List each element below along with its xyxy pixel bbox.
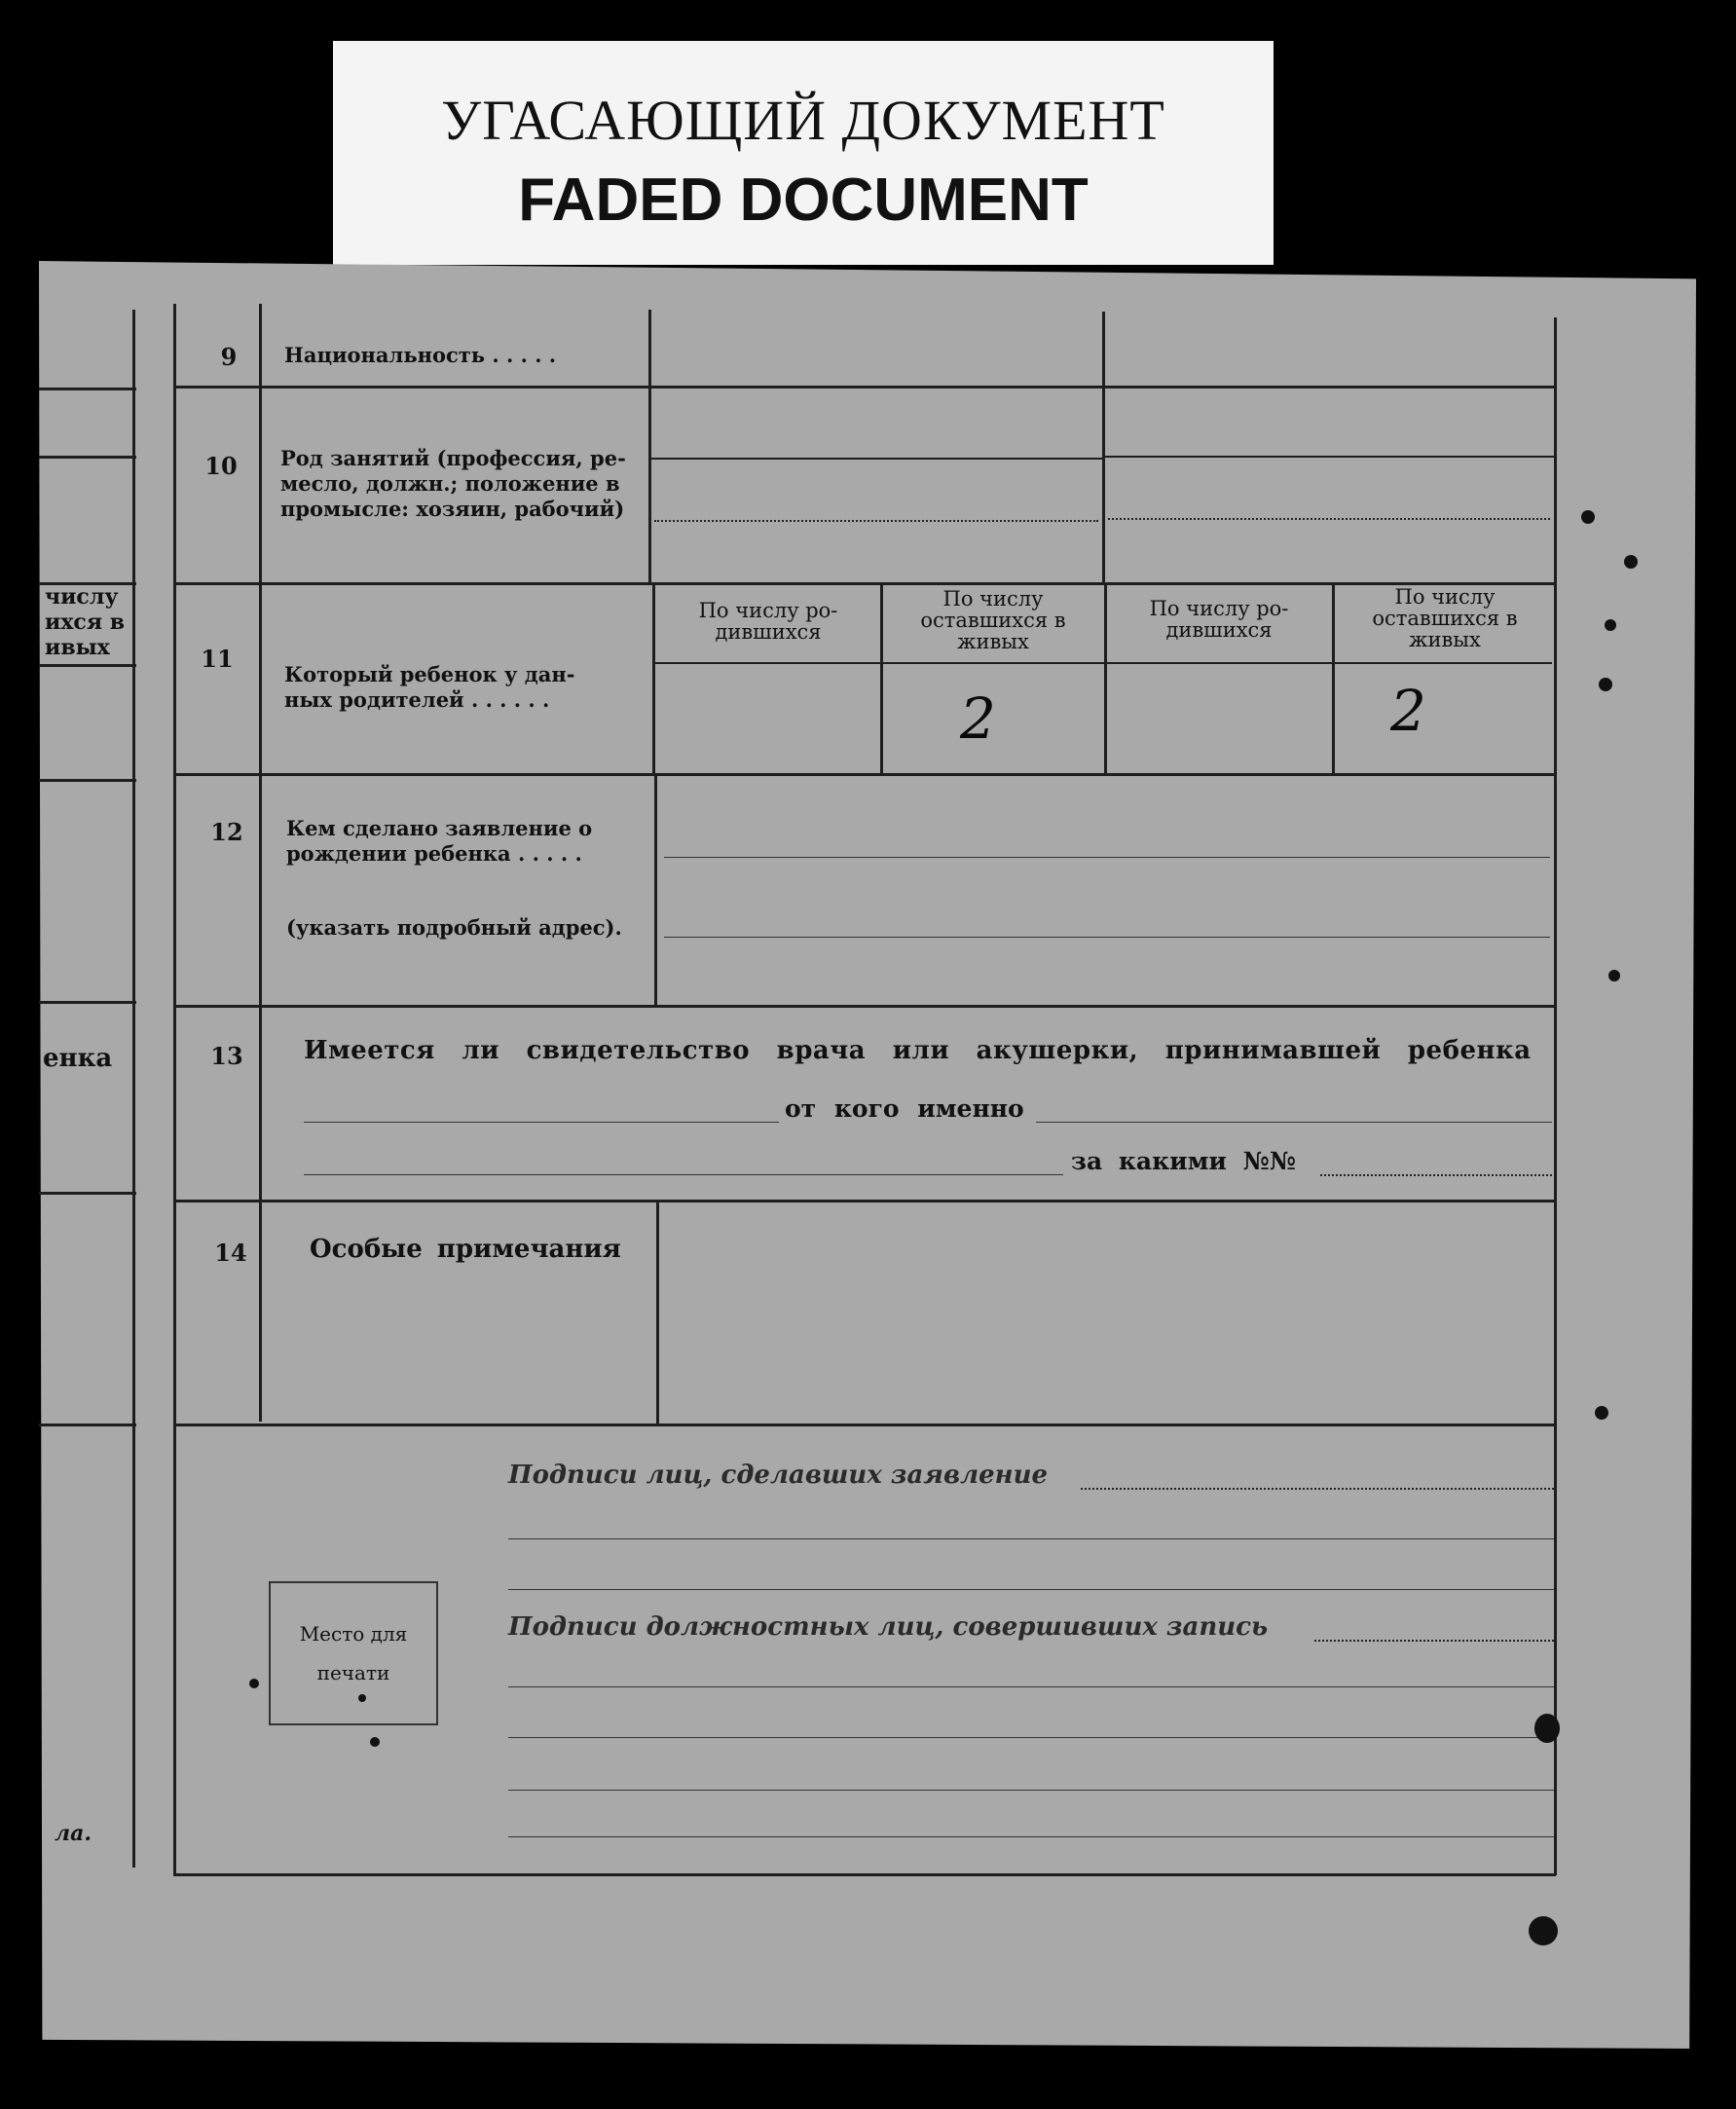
signature-line bbox=[508, 1790, 1554, 1791]
signature-line bbox=[508, 1589, 1554, 1590]
punch-hole bbox=[1534, 1714, 1560, 1743]
subheader-line bbox=[654, 662, 1552, 664]
entry-line bbox=[664, 857, 1550, 858]
left-rule bbox=[39, 388, 136, 390]
column-rule bbox=[656, 1202, 659, 1424]
row-label-child-order: Который ребенок у дан- ных родителей . . . . . . bbox=[284, 662, 575, 712]
column-rule bbox=[1104, 584, 1107, 773]
signature-line bbox=[508, 1836, 1554, 1837]
table-left-border bbox=[173, 304, 176, 1873]
from-whom-label: от кого именно bbox=[785, 1094, 1024, 1123]
certificate-numbers-label: за какими №№ bbox=[1071, 1147, 1297, 1175]
left-fragment-bottom: ла. bbox=[55, 1821, 92, 1846]
row-separator bbox=[173, 1200, 1556, 1202]
row-number: 11 bbox=[201, 645, 234, 673]
column-rule bbox=[1332, 584, 1335, 773]
row-number: 13 bbox=[210, 1042, 243, 1070]
punch-mark bbox=[1595, 1406, 1608, 1420]
ink-speck bbox=[358, 1694, 366, 1702]
signature-line bbox=[508, 1686, 1554, 1687]
row-number: 9 bbox=[220, 343, 238, 371]
entry-line bbox=[654, 520, 1098, 522]
left-rule bbox=[39, 456, 136, 459]
label-russian: УГАСАЮЩИЙ ДОКУМЕНТ bbox=[441, 89, 1165, 152]
entry-line bbox=[650, 458, 1102, 460]
handwritten-value-surviving-1: 2 bbox=[960, 685, 996, 752]
table-right-border bbox=[1554, 317, 1557, 1875]
faded-document-label bbox=[333, 41, 1274, 265]
applicants-signature-label: Подписи лиц, сделавших заявление bbox=[508, 1461, 1049, 1490]
signature-line bbox=[1081, 1488, 1554, 1490]
row-label-medical-certificate: Имеется ли свидетельство врача или акушерки, принимавшей ребенка bbox=[304, 1036, 1532, 1065]
subheader-surviving-2: По числу оставшихся в живых bbox=[1372, 585, 1518, 651]
left-rule bbox=[39, 664, 136, 667]
row-separator bbox=[173, 1424, 1556, 1426]
row-label-address-note: (указать подробный адрес). bbox=[286, 915, 622, 940]
ink-speck bbox=[370, 1737, 380, 1747]
column-rule bbox=[652, 582, 655, 773]
subheader-born-2: По числу ро- дившихся bbox=[1149, 597, 1289, 642]
left-rule bbox=[39, 1192, 136, 1195]
entry-line bbox=[304, 1122, 779, 1123]
entry-line bbox=[1320, 1174, 1552, 1176]
row-label-occupation: Род занятий (профессия, ре- месло, должн.; положение в промысле: хозяин, рабочий) bbox=[280, 446, 626, 521]
left-rule bbox=[39, 1424, 136, 1426]
entry-line bbox=[664, 937, 1550, 938]
row-separator bbox=[173, 386, 1556, 388]
subheader-surviving-1: По числу оставшихся в живых bbox=[920, 587, 1066, 653]
column-rule bbox=[1102, 312, 1105, 389]
left-column-rule bbox=[132, 310, 135, 1868]
subheader-born-1: По числу ро- дившихся bbox=[698, 599, 838, 644]
column-rule bbox=[654, 775, 657, 1005]
registry-form-page bbox=[39, 261, 1696, 2049]
handwritten-value-surviving-2: 2 bbox=[1390, 678, 1426, 744]
row-number: 12 bbox=[210, 818, 243, 846]
punch-mark bbox=[1608, 970, 1620, 981]
left-rule bbox=[39, 1001, 136, 1004]
row-separator bbox=[173, 582, 1556, 585]
ink-speck bbox=[249, 1679, 259, 1688]
seal-place-label: Место для печати bbox=[299, 1622, 408, 1684]
column-rule bbox=[880, 584, 883, 773]
left-rule bbox=[39, 779, 136, 782]
row-label-declarant: Кем сделано заявление о рождении ребенка . . . . . bbox=[286, 816, 593, 866]
punch-mark bbox=[1599, 678, 1612, 691]
entry-line bbox=[1108, 518, 1550, 520]
signature-line bbox=[1314, 1640, 1554, 1642]
entry-line bbox=[1036, 1122, 1552, 1123]
row-separator bbox=[173, 1005, 1556, 1008]
punch-hole bbox=[1529, 1916, 1558, 1945]
row-number: 10 bbox=[204, 452, 238, 480]
column-rule bbox=[648, 388, 651, 582]
punch-mark bbox=[1581, 510, 1595, 524]
signature-line bbox=[508, 1538, 1554, 1539]
label-english: FADED DOCUMENT bbox=[518, 166, 1089, 234]
seal-place-box bbox=[269, 1581, 438, 1725]
punch-mark bbox=[1605, 619, 1616, 631]
row-number: 14 bbox=[214, 1239, 247, 1267]
column-rule bbox=[1102, 389, 1105, 584]
column-rule bbox=[648, 310, 651, 388]
row-label-special-notes: Особые примечания bbox=[310, 1235, 621, 1264]
entry-line bbox=[304, 1174, 1063, 1175]
entry-line bbox=[1104, 456, 1554, 458]
row-separator bbox=[173, 773, 1556, 776]
signature-line bbox=[508, 1737, 1554, 1738]
left-fragment-word: енка bbox=[43, 1044, 113, 1073]
row-label-nationality: Национальность . . . . . bbox=[284, 343, 557, 367]
table-bottom-border bbox=[173, 1873, 1556, 1876]
punch-mark bbox=[1624, 555, 1638, 569]
left-fragment-header: числу ихся в ивых bbox=[45, 584, 126, 660]
officials-signature-label: Подписи должностных лиц, совершивших запись bbox=[508, 1612, 1269, 1642]
